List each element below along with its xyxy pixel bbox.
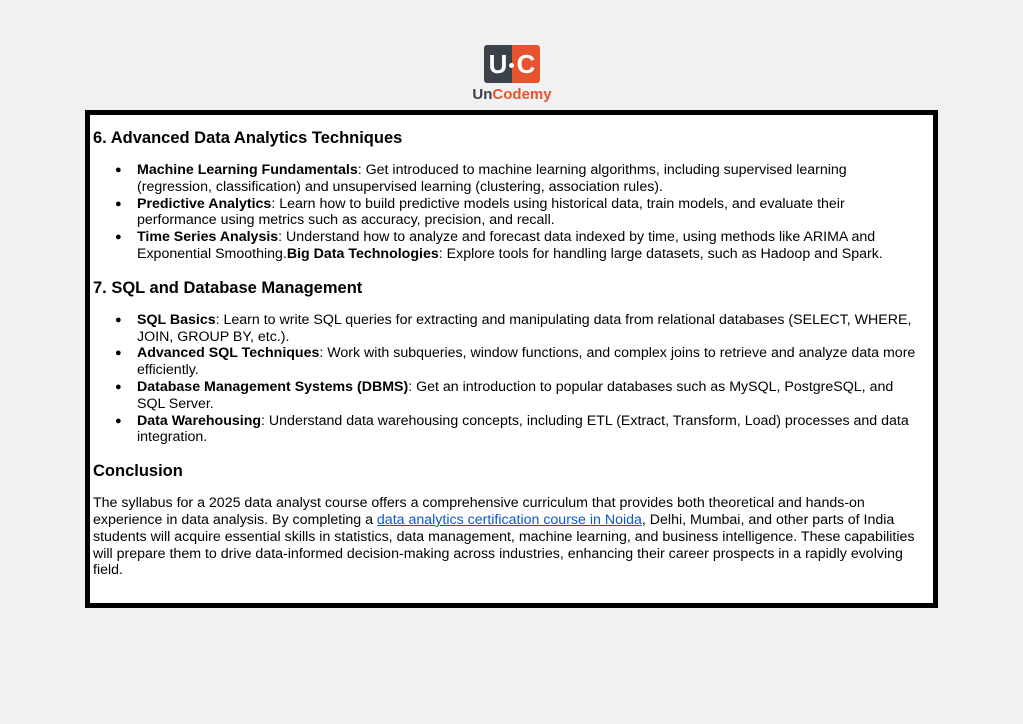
list-item (137, 345, 923, 379)
logo-wordmark-un: Un (472, 86, 493, 103)
list-item-term: Data Warehousing (137, 412, 262, 429)
content-frame (85, 110, 938, 608)
list-item-text-secondary: : Explore tools for handling large datasets, such as Hadoop and Spark. (438, 245, 883, 262)
list-item (137, 162, 923, 196)
certification-course-link[interactable]: data analytics certification course in Noida (376, 511, 642, 528)
list-item (137, 229, 923, 263)
logo-mark-c: C (512, 45, 540, 83)
logo-dot (509, 63, 514, 68)
logo-wordmark-codemy: Codemy (492, 86, 552, 103)
list-item (137, 312, 923, 346)
list-item-term: Time Series Analysis (137, 229, 279, 246)
advanced-analytics-list (93, 162, 923, 263)
list-item-term: Predictive Analytics (137, 195, 272, 212)
list-item-text: : Learn how to build predictive models using historical data, train models, and evaluate their performance using metrics such as accuracy, precision, and recall. (137, 195, 845, 229)
list-item-text: : Learn to write SQL queries for extracting and manipulating data from relational databases (SELECT, WHERE, JOIN, GROUP BY, etc.). (137, 311, 912, 345)
list-item-term: Advanced SQL Techniques (137, 345, 320, 362)
list-item-term: Database Management Systems (DBMS) (137, 378, 409, 395)
section-heading-advanced-analytics: 6. Advanced Data Analytics Techniques (93, 129, 403, 147)
conclusion-text-after-link: , Delhi, Mumbai, and other parts of India students will acquire essential skills in statistics, data management, machine learning, and business intelligence. These capabilities will prepare them to drive data-informed decision-making across industries, enhancing their career prospects in a rapidly evolving field. (93, 511, 915, 579)
conclusion-paragraph (93, 495, 923, 579)
section-heading-sql: 7. SQL and Database Management (93, 278, 363, 297)
sql-list (93, 312, 923, 446)
list-item-text: : Work with subqueries, window functions, and complex joins to retrieve and analyze data more efficiently. (137, 345, 916, 379)
list-item-text: : Get introduced to machine learning algorithms, including supervised learning (regression, classification) and unsupervised learning (clustering, association rules). (137, 162, 847, 195)
list-item-term: Machine Learning Fundamentals (137, 162, 358, 178)
list-item-text: : Get an introduction to popular databases such as MySQL, PostgreSQL, and SQL Server. (137, 378, 894, 412)
list-item (137, 379, 923, 413)
list-item-text: : Understand how to analyze and forecast data indexed by time, using methods like ARIMA and Exponential Smoothing. (137, 229, 876, 262)
content-body (93, 128, 923, 579)
list-item-term: SQL Basics (137, 311, 216, 328)
logo-mark-u: U (484, 45, 512, 83)
list-item (137, 413, 923, 447)
list-item-term-secondary: Big Data Technologies (286, 245, 439, 262)
section-heading-conclusion: Conclusion (93, 462, 183, 481)
uncodemy-logo (466, 45, 558, 105)
conclusion-text-before-link: The syllabus for a 2025 data analyst course offers a comprehensive curriculum that provides both theoretical and hands-on experience in data analysis. By completing a (93, 495, 865, 528)
list-item (137, 196, 923, 230)
logo-wordmark (466, 86, 558, 103)
list-item-text: : Understand data warehousing concepts, including ETL (Extract, Transform, Load) processes and data integration. (137, 412, 909, 446)
logo-mark-icon (484, 45, 540, 83)
